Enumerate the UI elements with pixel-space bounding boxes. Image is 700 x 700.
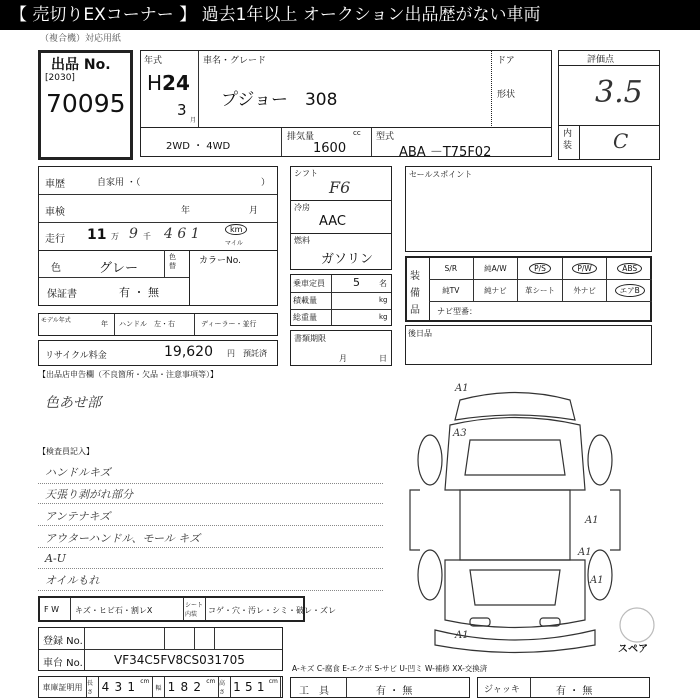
capacity-label: 乗車定員	[293, 279, 325, 288]
car-label: 車名・グレード	[203, 56, 267, 66]
seller-notes-label: 【出品店申告欄（不良箇所・欠品・注意事項等）】	[38, 370, 218, 379]
load-unit: kg	[379, 296, 388, 304]
lot-label: 出品 No.	[51, 57, 111, 73]
history-label: 車歴	[45, 179, 65, 190]
model-value: ABA －T75F02	[399, 145, 492, 160]
history-close: ）	[261, 178, 271, 188]
navi-label: ナビ型番：	[437, 307, 477, 316]
drive-type: 2WD ・ 4WD	[166, 141, 231, 152]
dim-width-label: 幅	[153, 677, 165, 697]
chassis-label: 車台 No.	[43, 658, 83, 669]
damage-legend: A-キズ C-腐食 E-エクボ S-サビ U-凹ミ W-補修 XX-交換済	[292, 664, 488, 673]
man-unit: 万	[111, 232, 119, 241]
sales-point-box	[405, 166, 652, 252]
recycle-row	[38, 340, 278, 366]
mileage-label: 走行	[45, 234, 65, 245]
vehicle-info	[140, 50, 552, 160]
fuel-value: ガソリン	[321, 252, 374, 267]
capacity-value: 5	[353, 276, 360, 289]
year-value: 24	[162, 71, 190, 95]
inspector-line: A-U	[45, 552, 66, 565]
equipment-item	[429, 280, 474, 302]
lot-code: [2030]	[45, 73, 75, 83]
inspector-line: 天張り剥がれ部分	[45, 488, 133, 501]
equipment-item	[474, 280, 519, 302]
color-value: グレー	[99, 261, 139, 276]
equipment-item	[563, 280, 608, 302]
history-block	[38, 166, 278, 306]
ac-value: AAC	[319, 214, 346, 229]
dim-digit: 3	[114, 680, 123, 694]
recycle-value: 19,620	[164, 344, 213, 360]
recycle-unit: 円	[227, 349, 235, 358]
equipment-table	[405, 256, 652, 322]
dim-height-label: 高さ	[219, 677, 231, 697]
model-year-unit: 年	[101, 320, 108, 328]
equipment-item	[607, 280, 652, 302]
warranty-value: 有 ・ 無	[119, 286, 159, 299]
dim-length-label: 長さ	[87, 677, 99, 697]
equipment-label: 装備品	[410, 271, 420, 316]
mileage-man: 11	[87, 227, 107, 243]
dim-length	[99, 677, 153, 697]
docs-label: 書類期限	[294, 334, 326, 343]
dim-label: 車庫証明用	[39, 677, 87, 697]
jack-row	[477, 677, 650, 698]
docs-month: 月	[339, 354, 347, 363]
damage-mark: A1	[585, 515, 599, 526]
dim-digit: 2	[193, 680, 201, 694]
door-label: ドア	[497, 56, 515, 66]
history-value: 自家用 ・（	[97, 178, 141, 188]
dim-digit: 5	[244, 680, 253, 694]
banner: 【 売切りEXコーナー 】 過去1年以上 オークション出品歴がない車両	[0, 0, 700, 30]
capacity-unit: 名	[379, 279, 387, 288]
equipment-item-label: P/W	[572, 263, 596, 274]
shift-label: シフト	[294, 169, 318, 178]
weight-table	[290, 274, 392, 326]
score-box	[558, 50, 660, 160]
equipment-item-label: 純ナビ	[484, 285, 507, 295]
fw-items: キズ・ヒビ石・割レX	[75, 606, 153, 615]
score-value: 3.5	[595, 75, 643, 110]
damage-mark: A1	[455, 630, 469, 641]
lot-number: 70095	[46, 89, 126, 118]
dim-height	[231, 677, 281, 697]
damage-mark: A1	[590, 575, 604, 586]
inspector-label: 【検査員記入】	[38, 447, 94, 456]
inspector-line: ハンドルキズ	[45, 466, 111, 479]
equipment-item	[518, 258, 563, 280]
equipment-item-label: S/R	[444, 264, 458, 274]
tools-value: 有 ・ 無	[376, 686, 413, 697]
mileage-sen: 9	[129, 226, 138, 242]
fuel-label: 燃料	[294, 236, 310, 245]
dimensions-row	[38, 676, 283, 698]
month-unit: 月	[190, 117, 197, 124]
equipment-item-label: ABS	[617, 263, 642, 274]
shift-value: F6	[329, 178, 351, 197]
inspector-line: アンテナキズ	[45, 510, 111, 523]
fw-label: F W	[44, 605, 60, 614]
docs-deadline	[290, 330, 392, 366]
equipment-item-label: P/S	[529, 263, 551, 274]
ac-label: 冷房	[294, 203, 310, 212]
later-label: 後日品	[408, 329, 432, 338]
year-era: H	[147, 71, 163, 95]
interior-score: C	[613, 129, 629, 153]
equipment-item	[518, 280, 563, 302]
unit-mile: マイル	[225, 240, 243, 247]
inspector-line: アウターハンドル、モール キズ	[45, 532, 201, 545]
recycle-label: リサイクル料金	[45, 351, 107, 361]
dim-digit: 1	[127, 680, 135, 694]
car-name: プジョー 308	[221, 90, 338, 110]
spec-column	[290, 166, 392, 270]
spare-tire-icon	[620, 608, 654, 642]
load-label: 積載量	[293, 296, 317, 305]
handle-option: ハンドル 左・右	[119, 320, 175, 328]
spare-label: スペア	[618, 644, 648, 655]
seat-label: シート内装	[185, 602, 204, 618]
tools-row	[290, 677, 470, 698]
fw-row	[38, 596, 336, 622]
form-note: （複合機）対応用紙	[40, 34, 122, 44]
lot-box	[38, 50, 133, 160]
equipment-item	[474, 258, 519, 280]
registration-label: 登録 No.	[43, 636, 83, 647]
inspection-month: 月	[249, 206, 259, 216]
dealer-option: ディーラー・並行	[201, 320, 257, 328]
unit-km-circled: km	[225, 224, 247, 235]
chassis-number: VF34C5FV8CS031705	[114, 653, 245, 667]
mileage-rest: 4 6 1	[164, 226, 200, 242]
docs-day: 日	[379, 354, 387, 363]
dim-width	[165, 677, 219, 697]
inspector-line: オイルもれ	[45, 574, 100, 587]
gross-unit: kg	[379, 313, 388, 321]
recycle-status: 預託済	[243, 349, 267, 358]
sales-point-label: セールスポイント	[409, 170, 473, 179]
jack-value: 有 ・ 無	[556, 686, 593, 697]
score-label: 評価点	[587, 55, 615, 65]
equipment-item	[429, 258, 474, 280]
dim-digit: 1	[167, 680, 176, 694]
interior-label: 内装	[563, 129, 573, 151]
equipment-item-label: エアB	[615, 284, 645, 297]
color-no-label: カラーNo.	[199, 256, 241, 266]
tools-label: 工 具	[299, 686, 329, 697]
model-label: 型式	[376, 132, 395, 142]
equipment-item-label: 革シート	[524, 285, 555, 295]
equipment-item	[563, 258, 608, 280]
seat-items: コゲ・穴・汚レ・シミ・破レ・ズレ	[208, 606, 336, 615]
sen-unit: 千	[143, 232, 151, 241]
displacement-label: 排気量	[287, 132, 315, 142]
car-diagram	[400, 380, 700, 660]
equipment-grid	[429, 258, 652, 301]
model-year-row	[38, 313, 278, 336]
later-items-box	[405, 325, 652, 365]
damage-mark: A1	[455, 383, 469, 394]
displacement-unit: cc	[353, 129, 361, 137]
damage-mark: A3	[453, 428, 467, 439]
jack-label: ジャッキ	[484, 685, 520, 695]
dim-unit: cm	[140, 678, 150, 685]
seller-notes-text: 色あせ部	[45, 395, 101, 411]
inspection-label: 車検	[45, 207, 65, 218]
year-month: 3	[177, 101, 187, 119]
dim-digit: 4	[101, 680, 110, 694]
inspection-year: 年	[181, 206, 191, 216]
equipment-item-label: 純A/W	[484, 264, 507, 274]
dim-digit: 8	[180, 680, 189, 694]
model-year-label: モデル年式	[41, 317, 71, 324]
gross-label: 総重量	[293, 313, 317, 322]
dim-digit: 1	[256, 680, 265, 694]
year-label: 年式	[144, 56, 163, 66]
dim-digit: 1	[233, 680, 241, 694]
registration-table	[38, 627, 283, 671]
color-label: 色	[51, 263, 61, 274]
dim-unit: cm	[206, 678, 216, 685]
equipment-item-label: 純TV	[442, 285, 460, 295]
displacement-value: 1600	[313, 141, 347, 156]
shape-label: 形状	[497, 90, 516, 100]
equipment-item-label: 外ナビ	[573, 285, 596, 295]
equipment-item	[607, 258, 652, 280]
warranty-label: 保証書	[47, 289, 77, 300]
color-change-label: 色替	[169, 253, 176, 270]
damage-mark: A1	[578, 547, 592, 558]
dim-unit: cm	[268, 678, 278, 685]
